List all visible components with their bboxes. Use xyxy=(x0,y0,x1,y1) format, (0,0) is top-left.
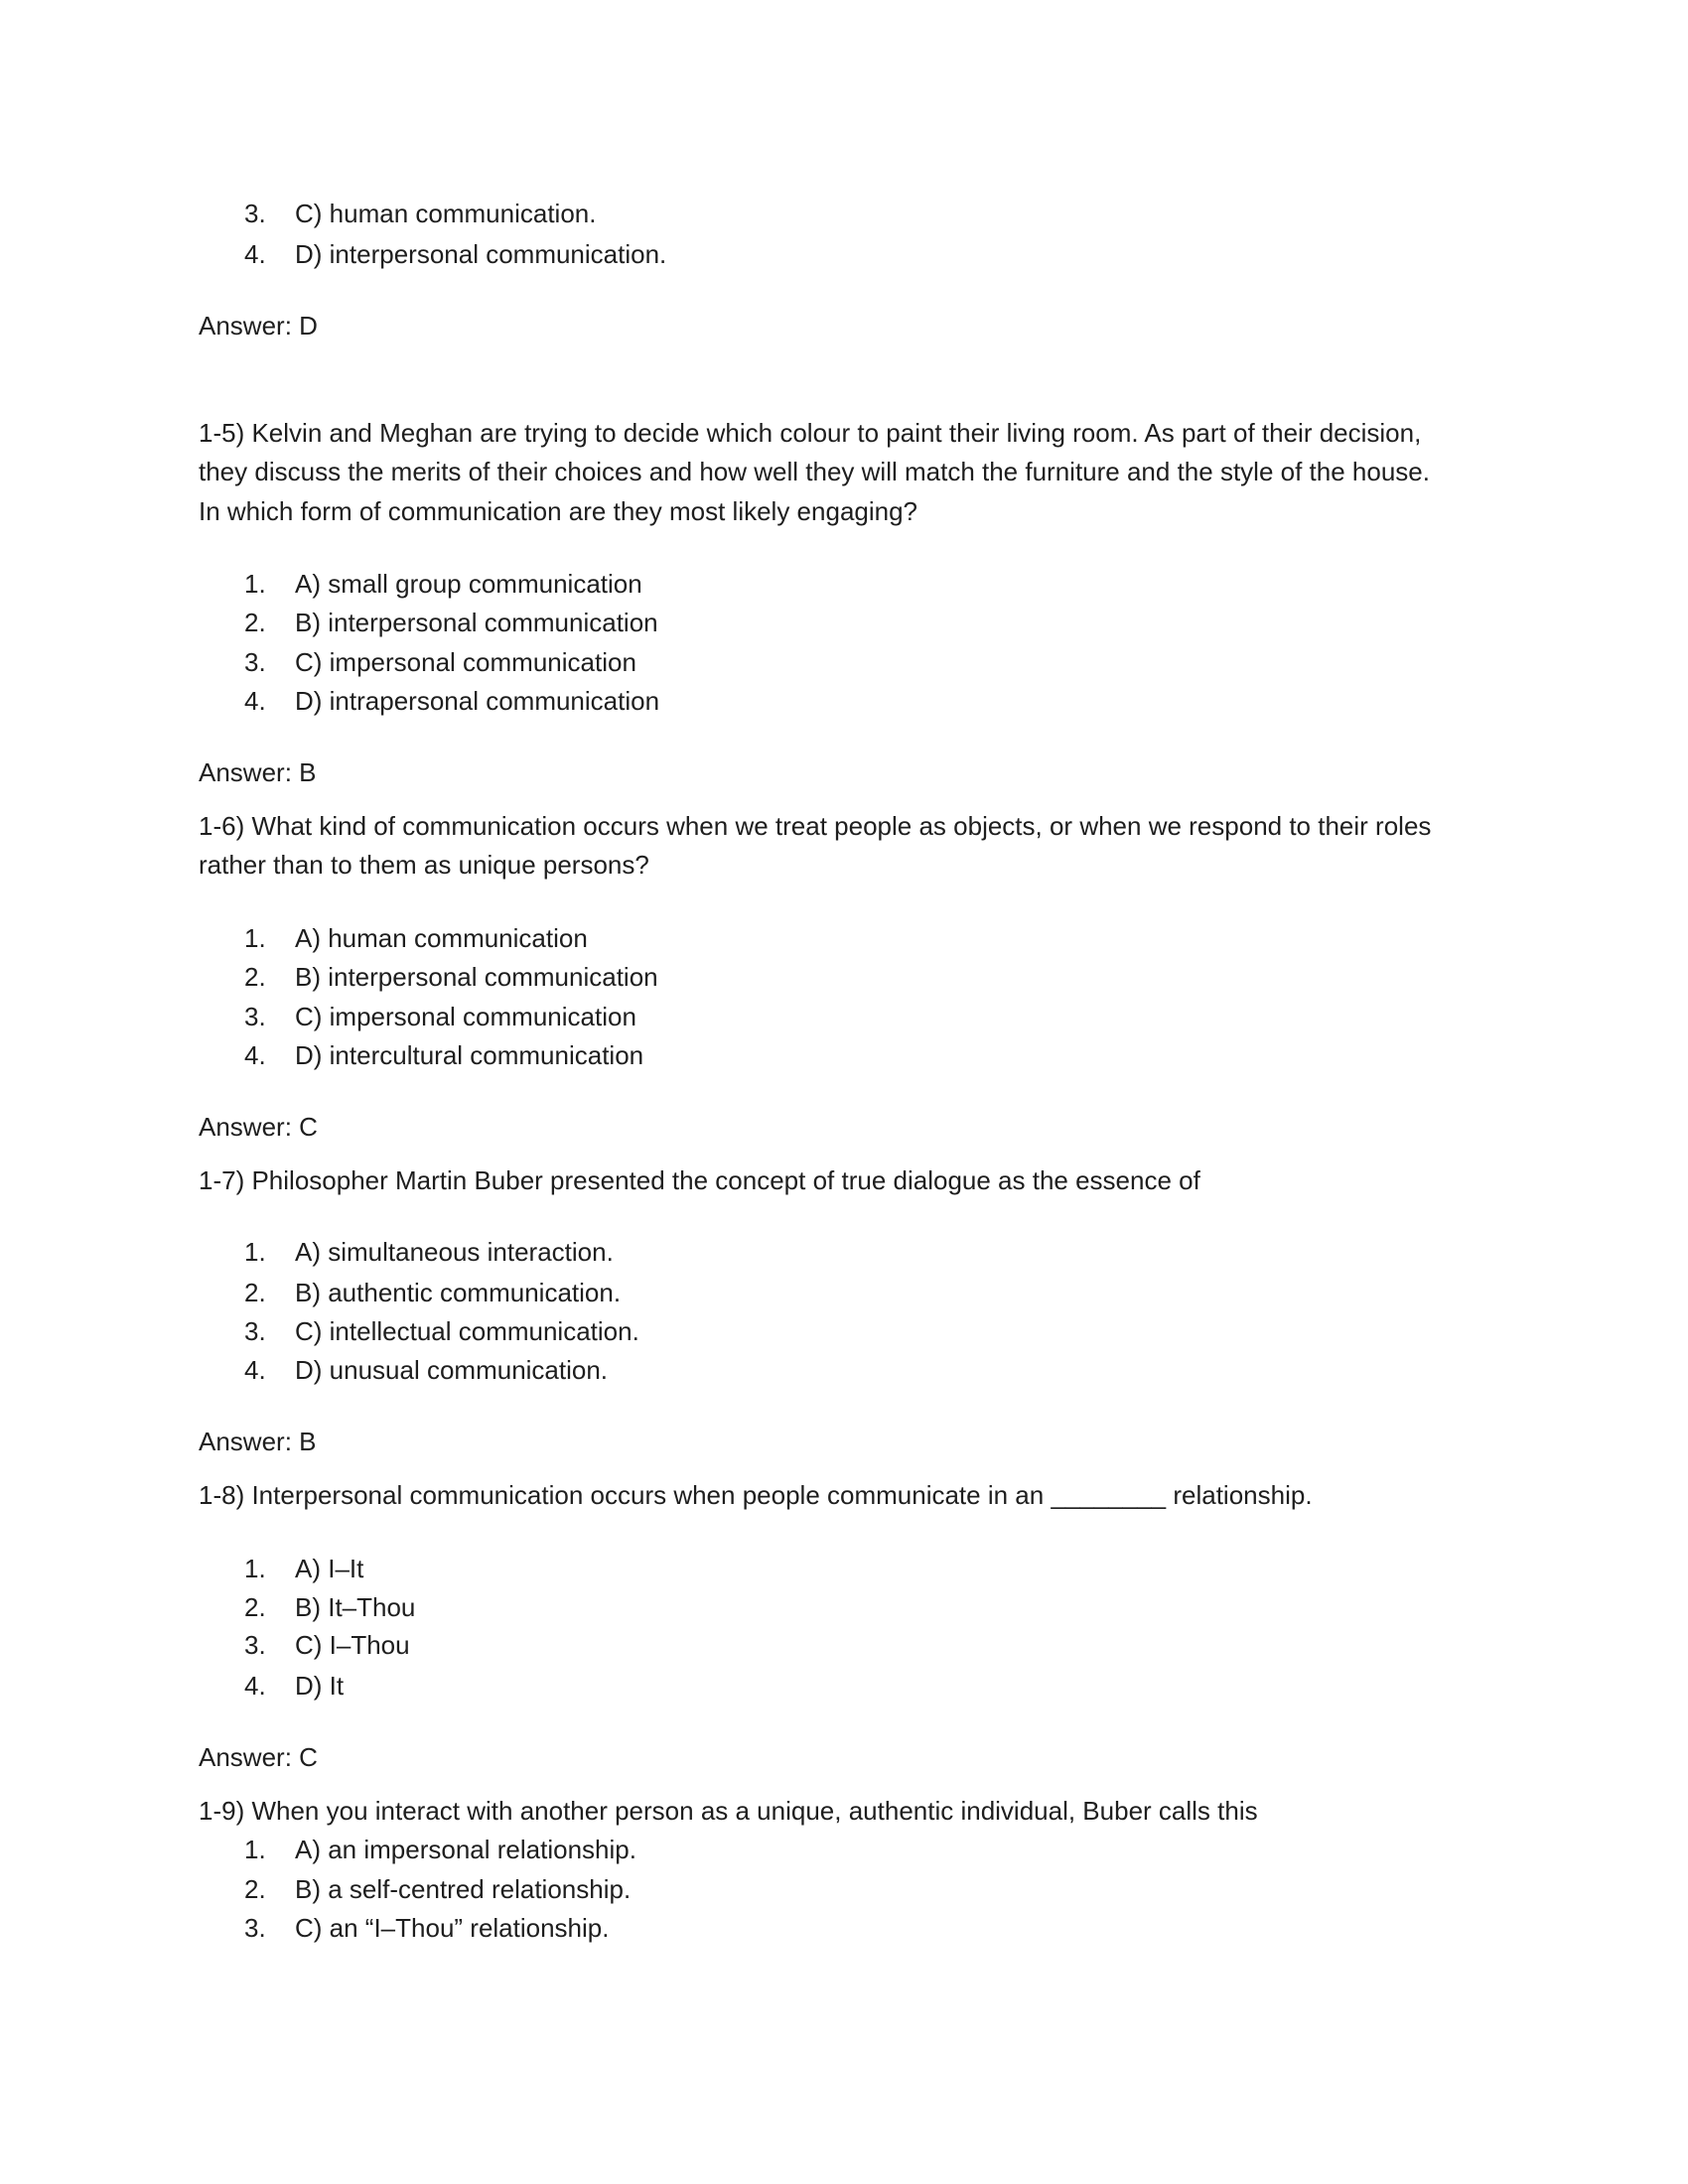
question-text: 1-7) Philosopher Martin Buber presented the concept of true dialogue as the essence of xyxy=(199,1165,1200,1195)
option-number: 3. xyxy=(244,1316,266,1346)
option-text: C) an “I–Thou” relationship. xyxy=(295,1913,610,1943)
option-number: 3. xyxy=(244,1002,266,1031)
question-text: 1-8) Interpersonal communication occurs when people communicate in an ________ relationship. xyxy=(199,1480,1313,1510)
option-text: B) authentic communication. xyxy=(295,1278,622,1307)
option-text: C) intellectual communication. xyxy=(295,1316,639,1346)
option-number: 1. xyxy=(244,923,266,953)
option-text: B) interpersonal communication xyxy=(295,608,658,637)
option-number: 3. xyxy=(244,199,266,228)
answer-line: Answer: D xyxy=(199,311,318,341)
option-number: 1. xyxy=(244,1237,266,1267)
answer-line: Answer: C xyxy=(199,1112,318,1142)
question-text: 1-6) What kind of communication occurs when we treat people as objects, or when we respond to their roles xyxy=(199,811,1432,841)
option-text: C) impersonal communication xyxy=(295,647,636,677)
option-number: 1. xyxy=(244,1835,266,1864)
option-text: B) a self-centred relationship. xyxy=(295,1874,632,1904)
option-text: C) human communication. xyxy=(295,199,597,228)
answer-line: Answer: B xyxy=(199,1427,317,1456)
option-text: B) interpersonal communication xyxy=(295,962,658,992)
option-text: A) human communication xyxy=(295,923,588,953)
question-text: 1-9) When you interact with another person as a unique, authentic individual, Buber calls this xyxy=(199,1796,1258,1826)
option-number: 3. xyxy=(244,647,266,677)
question-text: 1-5) Kelvin and Meghan are trying to decide which colour to paint their living room. As part of their decision, xyxy=(199,418,1422,448)
option-number: 4. xyxy=(244,686,266,716)
answer-line: Answer: C xyxy=(199,1742,318,1772)
option-number: 4. xyxy=(244,1355,266,1385)
option-number: 2. xyxy=(244,962,266,992)
option-number: 4. xyxy=(244,1040,266,1070)
option-text: C) impersonal communication xyxy=(295,1002,636,1031)
option-number: 4. xyxy=(244,239,266,269)
option-text: C) I–Thou xyxy=(295,1630,410,1660)
answer-line: Answer: B xyxy=(199,757,317,787)
option-text: D) interpersonal communication. xyxy=(295,239,667,269)
option-text: A) simultaneous interaction. xyxy=(295,1237,614,1267)
option-number: 2. xyxy=(244,1874,266,1904)
question-text: In which form of communication are they most likely engaging? xyxy=(199,496,918,526)
option-text: D) intrapersonal communication xyxy=(295,686,660,716)
option-number: 2. xyxy=(244,1592,266,1622)
option-text: A) small group communication xyxy=(295,569,642,599)
option-number: 1. xyxy=(244,1554,266,1583)
option-text: A) I–It xyxy=(295,1554,364,1583)
option-text: A) an impersonal relationship. xyxy=(295,1835,636,1864)
option-text: D) It xyxy=(295,1671,345,1701)
option-number: 4. xyxy=(244,1671,266,1701)
option-number: 2. xyxy=(244,608,266,637)
question-text: rather than to them as unique persons? xyxy=(199,850,649,880)
option-text: D) unusual communication. xyxy=(295,1355,609,1385)
option-text: B) It–Thou xyxy=(295,1592,416,1622)
option-text: D) intercultural communication xyxy=(295,1040,644,1070)
question-text: they discuss the merits of their choices and how well they will match the furniture and the style of the house. xyxy=(199,457,1430,486)
option-number: 1. xyxy=(244,569,266,599)
option-number: 2. xyxy=(244,1278,266,1307)
option-number: 3. xyxy=(244,1630,266,1660)
option-number: 3. xyxy=(244,1913,266,1943)
